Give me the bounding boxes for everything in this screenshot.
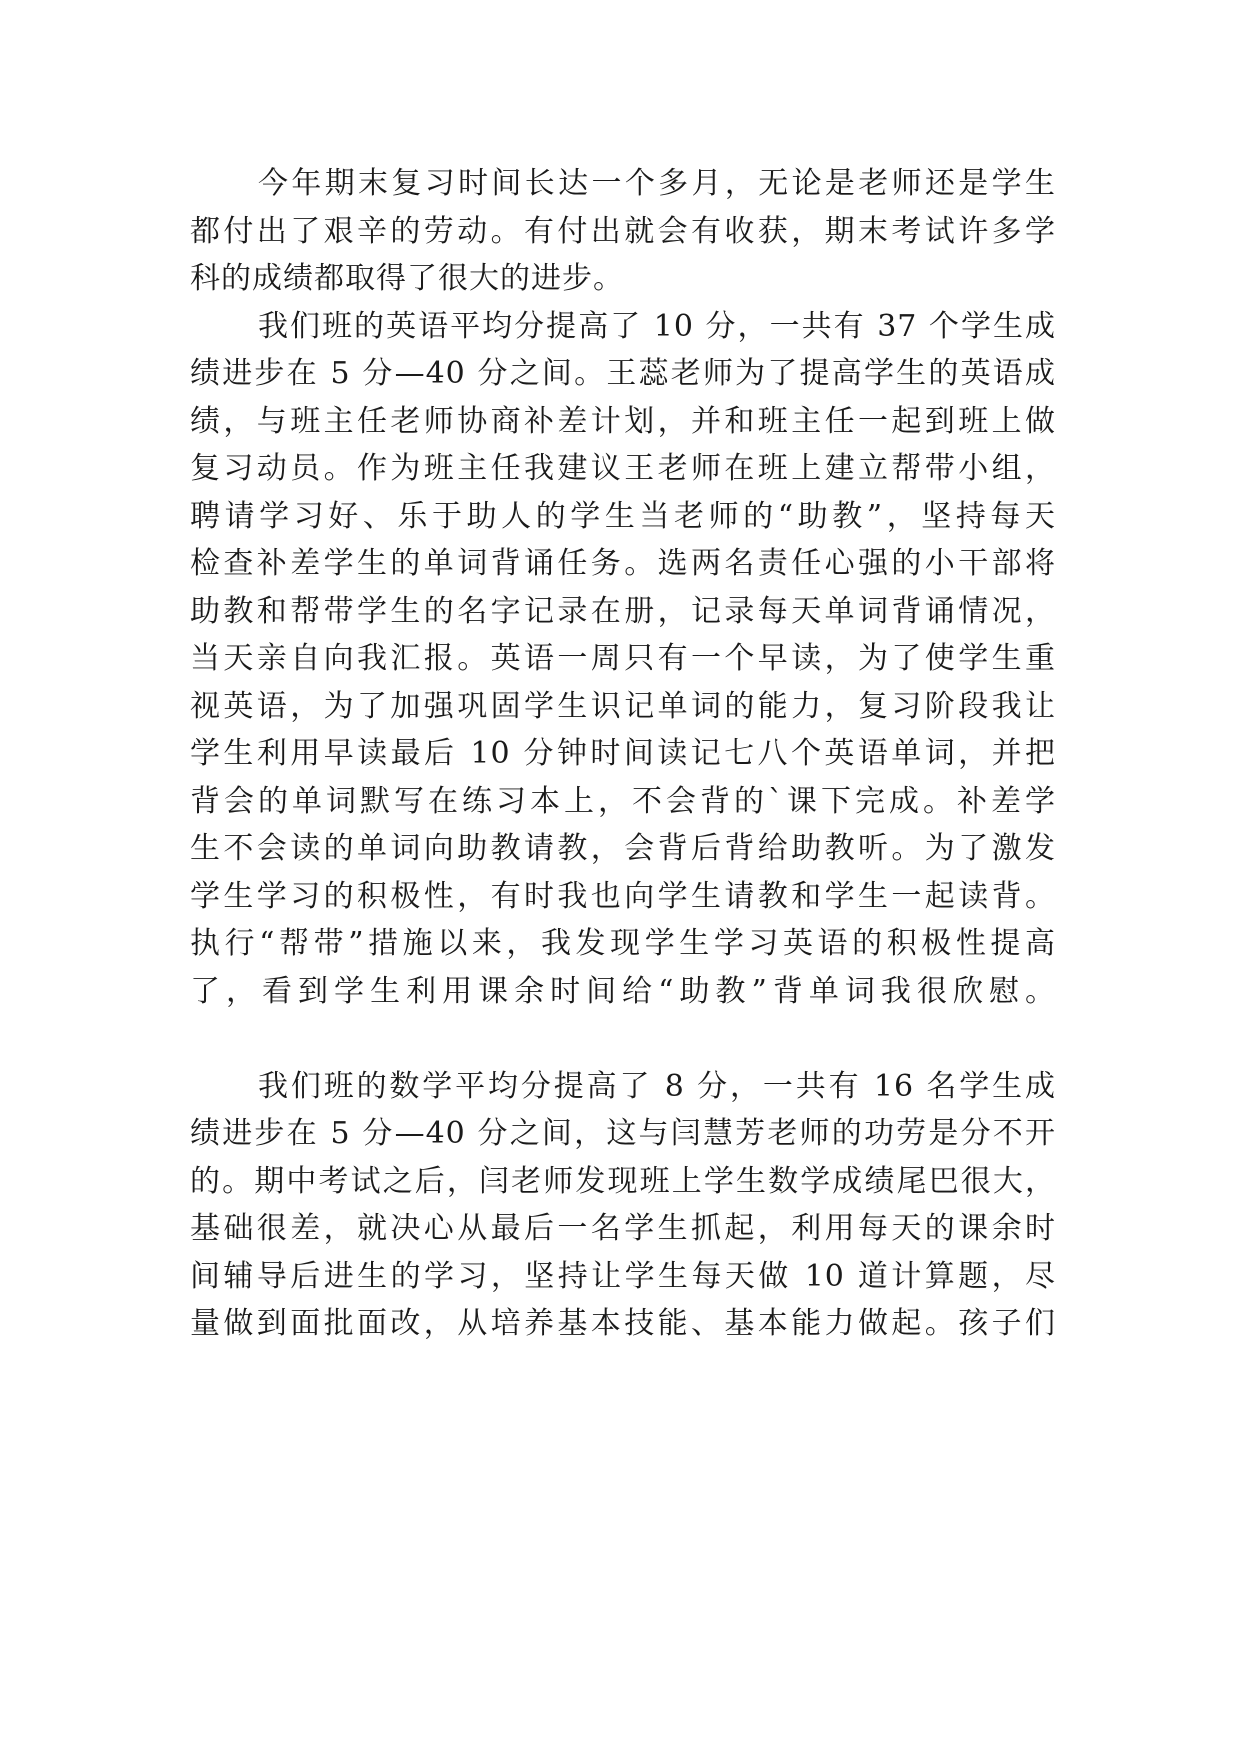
text-line: 量做到面批面改，从培养基本技能、基本能力做起。孩子们	[190, 1306, 1056, 1341]
text-line: 都付出了艰辛的劳动。有付出就会有收获，期末考试许多学	[190, 213, 1056, 249]
text-line	[190, 1015, 1056, 1063]
text-line: 当天亲自向我汇报。英语一周只有一个早读，为了使学生重	[190, 641, 1056, 676]
text-line: 的。期中考试之后，闫老师发现班上学生数学成绩尾巴很大，	[190, 1163, 1056, 1199]
text-line: 复习动员。作为班主任我建议王老师在班上建立帮带小组，	[190, 451, 1056, 486]
text-line: 聘请学习好、乐于助人的学生当老师的“助教”，坚持每天	[190, 498, 1056, 534]
paragraph-1	[190, 160, 1056, 303]
text-line: 绩，与班主任老师协商补差计划，并和班主任一起到班上做	[190, 403, 1056, 439]
text-line: 了，看到学生利用课余时间给“助教”背单词我很欣慰。	[190, 973, 1056, 1009]
text-line: 基础很差，就决心从最后一名学生抓起，利用每天的课余时	[190, 1211, 1056, 1246]
text-line: 绩进步在 5 分—40 分之间，这与闫慧芳老师的功劳是分不开	[190, 1116, 1056, 1151]
text-line: 我们班的英语平均分提高了 10 分，一共有 37 个学生成	[258, 308, 1056, 344]
text-line: 我们班的数学平均分提高了 8 分，一共有 16 名学生成	[258, 1068, 1056, 1104]
text-line: 今年期末复习时间长达一个多月，无论是老师还是学生	[258, 166, 1056, 201]
text-line: 视英语，为了加强巩固学生识记单词的能力，复习阶段我让	[190, 688, 1056, 724]
text-line: 间辅导后进生的学习，坚持让学生每天做 10 道计算题，尽	[190, 1258, 1056, 1294]
text-line: 检查补差学生的单词背诵任务。选两名责任心强的小干部将	[190, 546, 1056, 581]
paragraph-3	[190, 1063, 1056, 1348]
text-line: 学生学习的积极性，有时我也向学生请教和学生一起读背。	[190, 878, 1056, 914]
text-line: 生不会读的单词向助教请教，会背后背给助教听。为了激发	[190, 831, 1056, 866]
document-page	[190, 160, 1056, 1348]
text-line: 背会的单词默写在练习本上，不会背的`课下完成。补差学	[190, 783, 1056, 819]
paragraph-2	[190, 303, 1056, 1063]
text-line: 绩进步在 5 分—40 分之间。王蕊老师为了提高学生的英语成	[190, 356, 1056, 391]
text-line: 执行“帮带”措施以来，我发现学生学习英语的积极性提高	[190, 926, 1056, 961]
text-line: 学生利用早读最后 10 分钟时间读记七八个英语单词，并把	[190, 736, 1056, 771]
text-line: 科的成绩都取得了很大的进步。	[190, 261, 624, 296]
text-line: 助教和帮带学生的名字记录在册，记录每天单词背诵情况，	[190, 593, 1056, 629]
